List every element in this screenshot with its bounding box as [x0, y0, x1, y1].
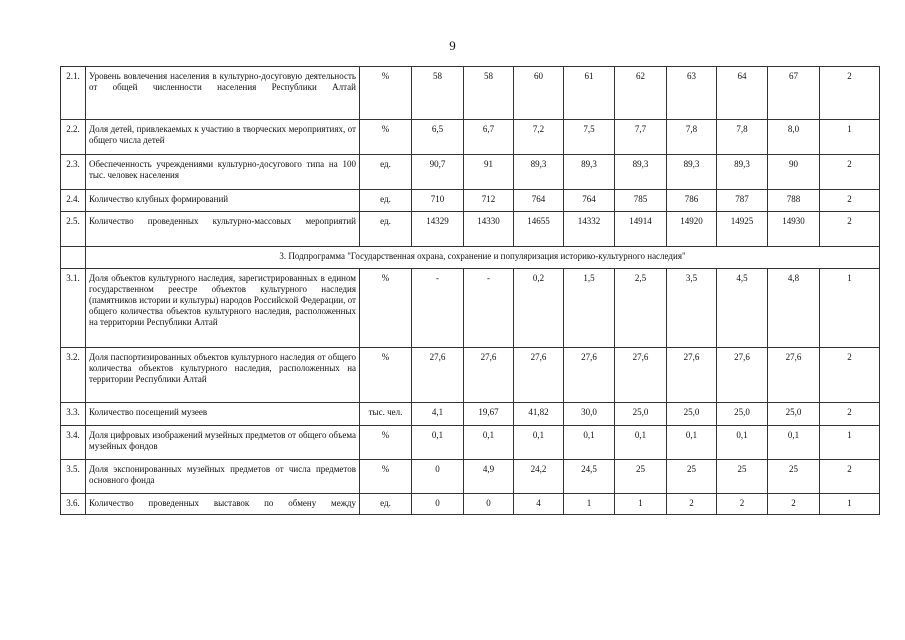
value-cell: 25,0 [615, 403, 667, 426]
value-cell: - [412, 269, 464, 348]
last-cell: 2 [820, 190, 880, 212]
value-cell: 0 [464, 494, 514, 515]
value-cell: 0,1 [564, 426, 615, 460]
value-cell: 0 [412, 494, 464, 515]
row-number: 2.1. [61, 67, 86, 120]
value-cell: 1,5 [564, 269, 615, 348]
value-cell: 7,5 [564, 120, 615, 155]
last-cell: 2 [820, 67, 880, 120]
value-cell: 25,0 [768, 403, 820, 426]
value-cell: 0,1 [768, 426, 820, 460]
unit-cell: % [360, 426, 412, 460]
value-cell: 25,0 [717, 403, 768, 426]
value-cell: 3,5 [667, 269, 717, 348]
table-row [61, 212, 880, 247]
value-cell: - [464, 269, 514, 348]
row-number: 3.4. [61, 426, 86, 460]
row-number: 3.3. [61, 403, 86, 426]
indicator-name: Доля экспонированных музейных предметов от числа предметов основного фонда [86, 460, 360, 494]
value-cell: 27,6 [514, 348, 564, 403]
last-cell: 1 [820, 426, 880, 460]
section-spacer [61, 247, 86, 269]
value-cell: 27,6 [564, 348, 615, 403]
indicator-name: Доля объектов культурного наследия, зарегистрированных в едином государственном реестре объектов культурного наследия (памятников истории и культуры) народов Российской Федерации, от общего количества объектов культурного наследия, расположенных на территории Республики Алтай [86, 269, 360, 348]
value-cell: 41,82 [514, 403, 564, 426]
row-number: 3.2. [61, 348, 86, 403]
value-cell: 0,2 [514, 269, 564, 348]
value-cell: 27,6 [667, 348, 717, 403]
unit-cell: % [360, 460, 412, 494]
value-cell: 0 [412, 460, 464, 494]
value-cell: 89,3 [717, 155, 768, 190]
value-cell: 0,1 [412, 426, 464, 460]
unit-cell: ед. [360, 494, 412, 515]
row-number: 3.5. [61, 460, 86, 494]
value-cell: 24,2 [514, 460, 564, 494]
unit-cell: % [360, 348, 412, 403]
value-cell: 91 [464, 155, 514, 190]
table-row [61, 494, 880, 515]
value-cell: 4,8 [768, 269, 820, 348]
value-cell: 4,1 [412, 403, 464, 426]
value-cell: 4,5 [717, 269, 768, 348]
value-cell: 89,3 [667, 155, 717, 190]
value-cell: 764 [564, 190, 615, 212]
value-cell: 14914 [615, 212, 667, 247]
value-cell: 14655 [514, 212, 564, 247]
row-number: 3.1. [61, 269, 86, 348]
value-cell: 7,8 [717, 120, 768, 155]
indicator-name: Количество проведенных выставок по обмену между [86, 494, 360, 515]
table-row [61, 190, 880, 212]
unit-cell: % [360, 120, 412, 155]
unit-cell: ед. [360, 212, 412, 247]
value-cell: 785 [615, 190, 667, 212]
value-cell: 14332 [564, 212, 615, 247]
value-cell: 25,0 [667, 403, 717, 426]
value-cell: 786 [667, 190, 717, 212]
value-cell: 2 [667, 494, 717, 515]
unit-cell: тыс. чел. [360, 403, 412, 426]
value-cell: 7,8 [667, 120, 717, 155]
indicator-name: Количество клубных формирований [86, 190, 360, 212]
value-cell: 90 [768, 155, 820, 190]
value-cell: 89,3 [615, 155, 667, 190]
value-cell: 2 [768, 494, 820, 515]
value-cell: 27,6 [717, 348, 768, 403]
value-cell: 6,7 [464, 120, 514, 155]
section-title: 3. Подпрограмма "Государственная охрана, сохранение и популяризация историко-культурного наследия" [86, 247, 880, 269]
value-cell: 25 [768, 460, 820, 494]
value-cell: 6,5 [412, 120, 464, 155]
value-cell: 19,67 [464, 403, 514, 426]
value-cell: 14930 [768, 212, 820, 247]
table-row [61, 269, 880, 348]
value-cell: 4,9 [464, 460, 514, 494]
value-cell: 27,6 [768, 348, 820, 403]
table-row [61, 426, 880, 460]
value-cell: 60 [514, 67, 564, 120]
value-cell: 0,1 [667, 426, 717, 460]
value-cell: 764 [514, 190, 564, 212]
indicator-name: Количество посещений музеев [86, 403, 360, 426]
row-number: 2.5. [61, 212, 86, 247]
value-cell: 0,1 [615, 426, 667, 460]
unit-cell: % [360, 67, 412, 120]
value-cell: 27,6 [464, 348, 514, 403]
value-cell: 64 [717, 67, 768, 120]
last-cell: 2 [820, 403, 880, 426]
value-cell: 2 [717, 494, 768, 515]
value-cell: 4 [514, 494, 564, 515]
value-cell: 30,0 [564, 403, 615, 426]
value-cell: 1 [564, 494, 615, 515]
value-cell: 1 [615, 494, 667, 515]
table-row [61, 460, 880, 494]
last-cell: 2 [820, 460, 880, 494]
value-cell: 25 [667, 460, 717, 494]
value-cell: 788 [768, 190, 820, 212]
value-cell: 90,7 [412, 155, 464, 190]
section-row [61, 247, 880, 269]
row-number: 2.4. [61, 190, 86, 212]
value-cell: 14329 [412, 212, 464, 247]
last-cell: 2 [820, 348, 880, 403]
table-row [61, 67, 880, 120]
row-number: 3.6. [61, 494, 86, 515]
row-number: 2.3. [61, 155, 86, 190]
unit-cell: % [360, 269, 412, 348]
page-number: 9 [449, 38, 456, 53]
value-cell: 61 [564, 67, 615, 120]
value-cell: 89,3 [564, 155, 615, 190]
indicator-name: Доля цифровых изображений музейных предметов от общего объема музейных фондов [86, 426, 360, 460]
last-cell: 2 [820, 212, 880, 247]
value-cell: 787 [717, 190, 768, 212]
row-number: 2.2. [61, 120, 86, 155]
value-cell: 24,5 [564, 460, 615, 494]
last-cell: 1 [820, 120, 880, 155]
indicator-name: Уровень вовлечения населения в культурно-досуговую деятельность от общей численности населения Республики Алтай [86, 67, 360, 120]
table-row [61, 403, 880, 426]
last-cell: 2 [820, 155, 880, 190]
value-cell: 8,0 [768, 120, 820, 155]
unit-cell: ед. [360, 190, 412, 212]
value-cell: 14330 [464, 212, 514, 247]
value-cell: 712 [464, 190, 514, 212]
value-cell: 27,6 [412, 348, 464, 403]
value-cell: 62 [615, 67, 667, 120]
value-cell: 14920 [667, 212, 717, 247]
table-row [61, 348, 880, 403]
value-cell: 25 [615, 460, 667, 494]
indicator-name: Доля детей, привлекаемых к участию в творческих мероприятиях, от общего числа детей [86, 120, 360, 155]
value-cell: 58 [412, 67, 464, 120]
value-cell: 2,5 [615, 269, 667, 348]
indicators-table [60, 66, 880, 515]
indicator-name: Доля паспортизированных объектов культурного наследия от общего количества объектов культурного наследия, расположенных на территории Республики Алтай [86, 348, 360, 403]
value-cell: 0,1 [717, 426, 768, 460]
table-row [61, 155, 880, 190]
value-cell: 67 [768, 67, 820, 120]
value-cell: 7,7 [615, 120, 667, 155]
value-cell: 27,6 [615, 348, 667, 403]
value-cell: 25 [717, 460, 768, 494]
indicator-name: Количество проведенных культурно-массовых мероприятий [86, 212, 360, 247]
value-cell: 58 [464, 67, 514, 120]
last-cell: 1 [820, 269, 880, 348]
unit-cell: ед. [360, 155, 412, 190]
value-cell: 0,1 [514, 426, 564, 460]
indicator-name: Обеспеченность учреждениями культурно-досугового типа на 100 тыс. человек населения [86, 155, 360, 190]
value-cell: 710 [412, 190, 464, 212]
value-cell: 7,2 [514, 120, 564, 155]
table-row [61, 120, 880, 155]
value-cell: 63 [667, 67, 717, 120]
value-cell: 0,1 [464, 426, 514, 460]
value-cell: 14925 [717, 212, 768, 247]
last-cell: 1 [820, 494, 880, 515]
value-cell: 89,3 [514, 155, 564, 190]
